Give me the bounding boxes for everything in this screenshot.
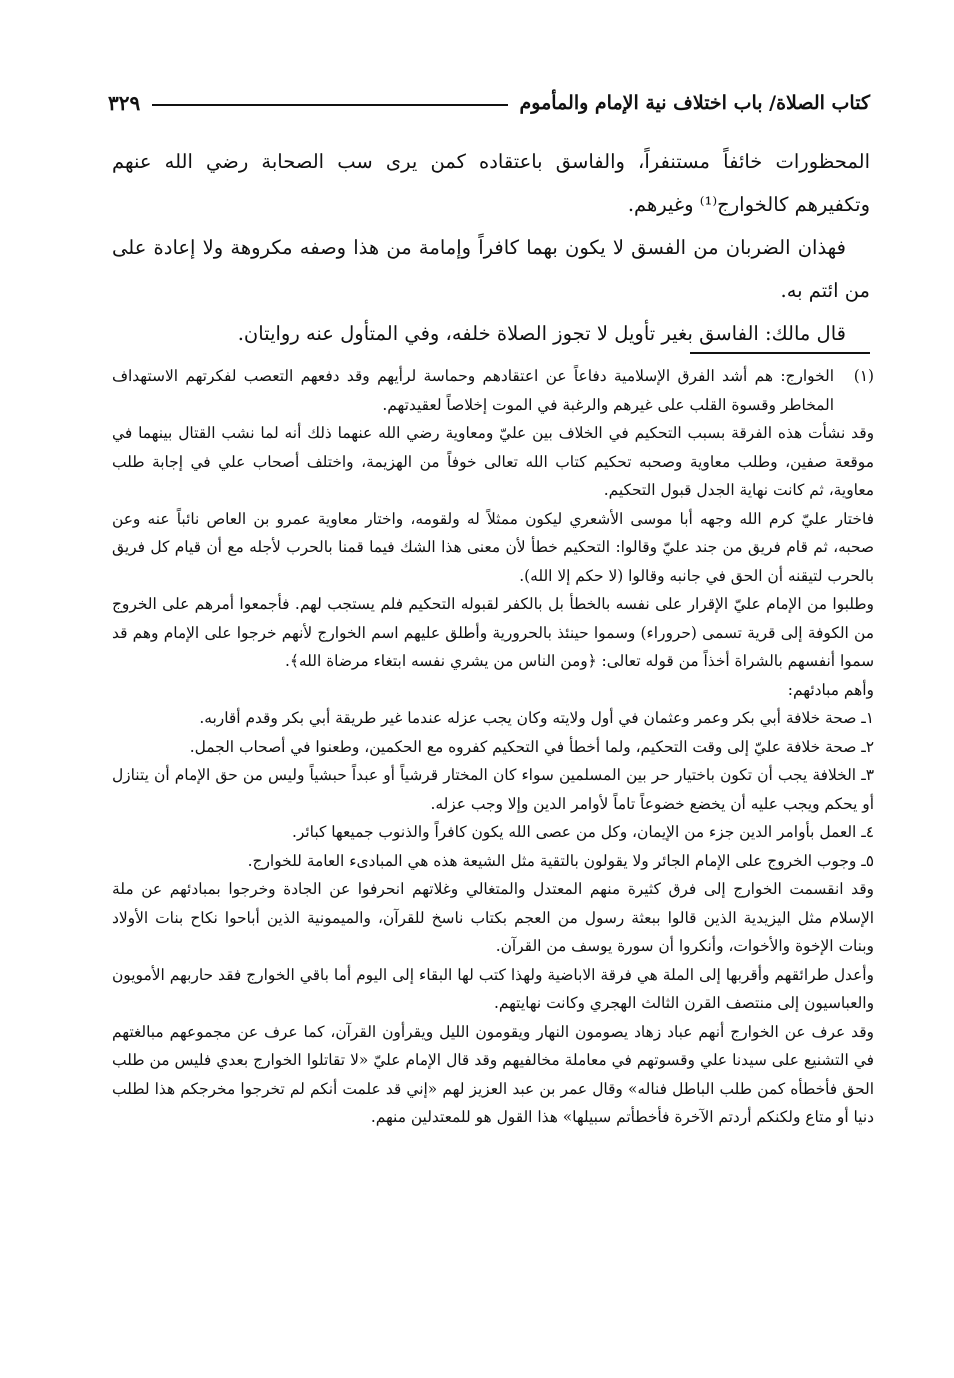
body-paragraph: المحظورات خائفاً مستنفراً، والفاسق باعتقاده كمن يرى سب الصحابة رضي الله عنهم وتكفيرهم كالخوارج⁽¹⁾ وغيرهم. <box>112 150 870 216</box>
footnote-paragraph: وطلبوا من الإمام عليّ الإقرار على نفسه بالخطأ بل بالكفر لقبوله التحكيم فلم يستجب لهم. فأجمعوا أمرهم على الخروج من الكوفة إلى قرية تسمى (حروراء) وسموا حينئذ بالحرورية وأطلق عليهم اسم الخوارج لأنهم خرجوا على الإمام وهم قد سموا أنفسهم بالشراة أخذاً من قوله تعالى: ﴿ومن الناس من يشري نفسه ابتغاء مرضاة الله﴾. <box>112 595 874 670</box>
footnote-paragraph: وأعدل طرائقهم وأقربها إلى الملة هي فرقة الاباضية ولهذا كتب لها البقاء إلى اليوم أما باقي الخوارج فقد حاربهم الأمويون والعباسيون إلى منتصف القرن الثالث الهجري وكانت نهايتهم. <box>112 965 874 1012</box>
footnote-paragraph: ٢ـ صحة خلافة عليّ إلى وقت التحكيم، ولما أخطأ في التحكيم كفروه مع الحكمين، وطعنوا في أصحاب الجمل. <box>189 737 874 756</box>
footnotes <box>112 362 874 1132</box>
footnote-marker: (١) <box>853 367 874 385</box>
footnote-paragraph: ٣ـ الخلافة يجب أن تكون باختيار حر بين المسلمين سواء كان المختار قرشياً أو عبداً حبشياً وليس من حق الإمام أن يتنازل أو يحكم ويجب عليه أن يخضع خضوعاً تاماً لأوامر الدين وإلا وجب عزله. <box>112 766 874 813</box>
footnote-1 <box>112 362 874 419</box>
page-number: ٣٢٩ <box>108 91 141 115</box>
header-rule <box>152 104 507 106</box>
footnote-separator <box>690 352 870 354</box>
running-header <box>108 86 870 120</box>
footnote-paragraph: فاختار عليّ كرم الله وجهه أبا موسى الأشعري ليكون ممثلاً له ولقومه، واختار معاوية عمرو بن العاص نائباً عنه وعن صحبه، ثم قام فريق من جند عليّ وقالوا: التحكيم خطأ لأن معنى هذا الشك فيما قمنا بالحرب لأجله مع أن قيام كل فريق بالحرب لتيقنه أن الحق في جانبه وقالوا (لا حكم إلا الله). <box>112 509 874 585</box>
footnote-paragraph: وقد نشأت هذه الفرقة بسبب التحكيم في الخلاف بين عليّ ومعاوية رضي الله عنهما ذلك أنه لما نشب القتال بينهما في موقعة صفين، وطلب معاوية وصحبه تحكيم كتاب الله تعالى خوفاً من الهزيمة، واختلف أصحاب علي في إجابة طلب معاوية، ثم كانت نهاية الجدل قبول التحكيم. <box>112 424 874 499</box>
body-paragraph: قال مالك: الفاسق بغير تأويل لا تجوز الصلاة خلفه، وفي المتأول عنه روايتان. <box>237 322 846 345</box>
footnote-paragraph: وقد انقسمت الخوارج إلى فرق كثيرة منهم المعتدل والمتغالي وغلاتهم انحرفوا عن الجادة وخرجوا بمبادئهم عن ملة الإسلام مثل اليزيدية الذين قالوا ببعثة رسول من العجم بكتاب ناسخ للقرآن، والميمونية الذين أباحوا نكاح بنات الأولاد وبنات الإخوة والأخوات، وأنكروا أن سورة يوسف من القرآن. <box>112 880 874 955</box>
footnote-paragraph: الخوارج: هم أشد الفرق الإسلامية دفاعاً عن اعتقادهم وحماسة لرأيهم وقد دفعهم التعصب لفكرتهم الاستهداف المخاطر وقسوة القلب على غيرهم والرغبة في الموت إخلاصاً لعقيدتهم. <box>112 367 834 414</box>
body-paragraph: فهذان الضربان من الفسق لا يكون بهما كافراً وإمامة من هذا وصفه مكروهة ولا إعادة على من ائتم به. <box>112 236 870 302</box>
footnote-paragraph: وقد عرف عن الخوارج أنهم عباد زهاد يصومون النهار ويقومون الليل ويقرأون القرآن، كما عرف عن مجموعهم مبالغتهم في التشنيع على سيدنا علي وقسوتهم في معاملة مخالفيهم وقد قال الإمام عليّ «لا تقاتلوا الخوارج بعدي فليس من طلب الحق فأخطأه كمن طلب الباطل فناله» وقال عمر بن عبد العزيز لهم «إني قد علمت أنكم لم تخرجوا مخرجكم هذا لطلب دنيا أو متاع ولكنكم أردتم الآخرة فأخطأتم سبيلها» هذا القول هو للمعتدلين منهم. <box>112 1022 874 1126</box>
main-text <box>112 140 870 355</box>
footnote-paragraph: ٤ـ العمل بأوامر الدين جزء من الإيمان، وكل من عصى الله يكون كافراً والذنوب جميعها كبائر. <box>292 823 874 841</box>
footnote-paragraph: ٥ـ وجوب الخروج على الإمام الجائر ولا يقولون بالتقية مثل الشيعة هذه هي المبادىء العامة للخوارج. <box>247 851 874 870</box>
header-title: كتاب الصلاة/ باب اختلاف نية الإمام والمأموم <box>519 92 870 114</box>
footnote-paragraph: وأهم مبادئهم: <box>787 680 874 699</box>
footnote-paragraph: ١ـ صحة خلافة أبي بكر وعمر وعثمان في أول ولايته وكان يجب عزله عندما غير طريقة أبي بكر وقدم أقاربه. <box>199 709 874 727</box>
